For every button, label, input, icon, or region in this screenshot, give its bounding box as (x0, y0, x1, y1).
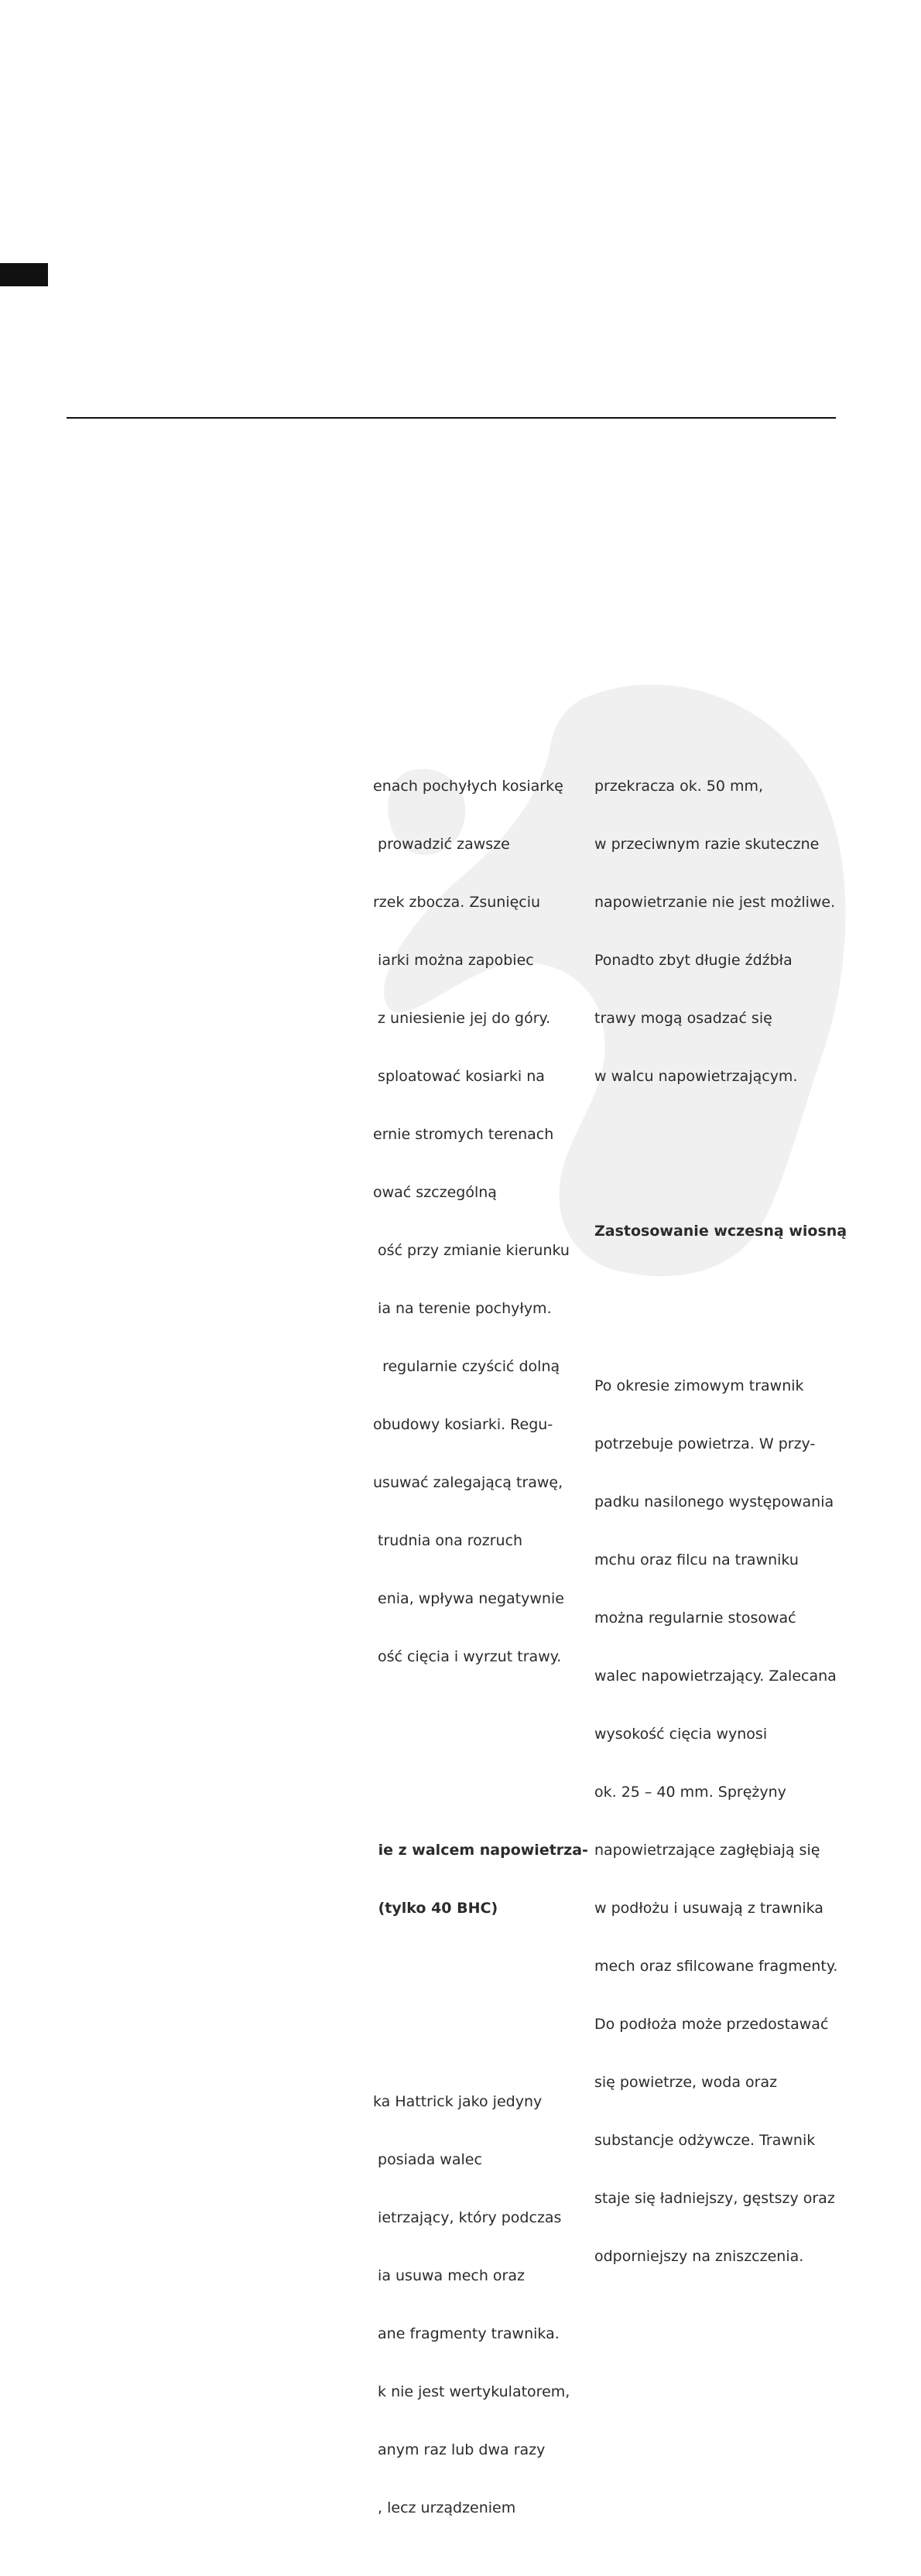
section-heading-early-spring: Zastosowanie wczesną wiosną (594, 1223, 847, 1240)
text-line: enia, wpływa negatywnie (373, 1590, 564, 1607)
text-line: trudnia ona rozruch (373, 1532, 523, 1549)
text-line: substancje odżywcze. Trawnik (594, 2132, 816, 2149)
text-line: obudowy kosiarki. Regu- (373, 1416, 553, 1433)
text-line: ietrzający, który podczas (373, 2209, 562, 2226)
text-line: sploatować kosiarki na (373, 1068, 545, 1085)
text-line: ok. 25 – 40 mm. Sprężyny (594, 1784, 786, 1801)
text-line: ka Hattrick jako jedyny (373, 2093, 543, 2110)
paragraph-gap (373, 1744, 567, 1764)
text-line: przekracza ok. 50 mm, (594, 778, 764, 795)
paragraph-hattrick-roller (373, 2054, 570, 2557)
heading-line: ie z walcem napowietrza- (373, 1842, 588, 1859)
text-line: ość przy zmianie kierunku (373, 1242, 570, 1259)
text-line: posiada walec (373, 2151, 482, 2168)
text-line: napowietrzanie nie jest możliwe. (594, 894, 836, 911)
text-line: usuwać zalegającą trawę, (373, 1474, 563, 1491)
text-line: staje się ładniejszy, gęstszy oraz (594, 2190, 835, 2207)
text-line: padku nasilonego występowania (594, 1493, 834, 1510)
heading-line: (tylko 40 BHC) (373, 1900, 498, 1917)
text-line: w walcu napowietrzającym. (594, 1068, 798, 1085)
text-line: Po okresie zimowym trawnik (594, 1377, 804, 1394)
paragraph-gap (373, 1996, 567, 2015)
text-line: odporniejszy na zniszczenia. (594, 2248, 804, 2265)
text-line: w podłożu i usuwają z trawnika (594, 1900, 823, 1917)
text-line: Do podłoża może przedostawać (594, 2016, 829, 2033)
text-line: regularnie czyścić dolną (373, 1358, 560, 1375)
text-line: rzek zbocza. Zsunięciu (373, 894, 541, 911)
text-line: trawy mogą osadzać się (594, 1010, 772, 1027)
text-line: ane fragmenty trawnika. (373, 2325, 560, 2342)
text-line: ia na terenie pochyłym. (373, 1300, 552, 1317)
text-line: się powietrze, woda oraz (594, 2074, 778, 2091)
paragraph-slopes-cleaning (373, 738, 570, 1705)
paragraph-gap (594, 1164, 842, 1183)
text-line: w przeciwnym razie skuteczne (594, 836, 820, 853)
text-column-left (373, 700, 588, 2576)
paragraph-gap (594, 1280, 842, 1299)
text-line: k nie jest wertykulatorem, (373, 2383, 570, 2400)
text-line: z uniesienie jej do góry. (373, 1010, 551, 1027)
text-line: , lecz urządzeniem (373, 2499, 516, 2516)
text-line: można regularnie stosować (594, 1610, 796, 1627)
text-line: prowadzić zawsze (373, 836, 510, 853)
text-line: ość cięcia i wyrzut trawy. (373, 1648, 562, 1665)
text-line: mech oraz sfilcowane fragmenty. (594, 1958, 838, 1975)
text-line: anym raz lub dwa razy (373, 2441, 546, 2458)
text-line: potrzebuje powietrza. W przy- (594, 1435, 816, 1452)
paragraph-early-spring (594, 1338, 842, 2305)
text-line: napowietrzające zagłębiają się (594, 1842, 820, 1859)
section-heading-aerator-roller (373, 1802, 588, 1957)
text-line: ernie stromych terenach (373, 1126, 554, 1143)
text-line: mchu oraz filcu na trawniku (594, 1551, 799, 1569)
text-line: ia usuwa mech oraz (373, 2267, 525, 2284)
text-line: ować szczególną (373, 1184, 497, 1201)
text-line: walec napowietrzający. Zalecana (594, 1668, 837, 1685)
text-line: enach pochyłych kosiarkę (373, 778, 563, 795)
text-line: Ponadto zbyt długie źdźbła (594, 952, 793, 969)
text-line: iarki można zapobiec (373, 952, 534, 969)
text-line: wysokość cięcia wynosi (594, 1726, 768, 1743)
paragraph-grass-length (594, 738, 842, 1125)
text-column-right (594, 700, 847, 2325)
